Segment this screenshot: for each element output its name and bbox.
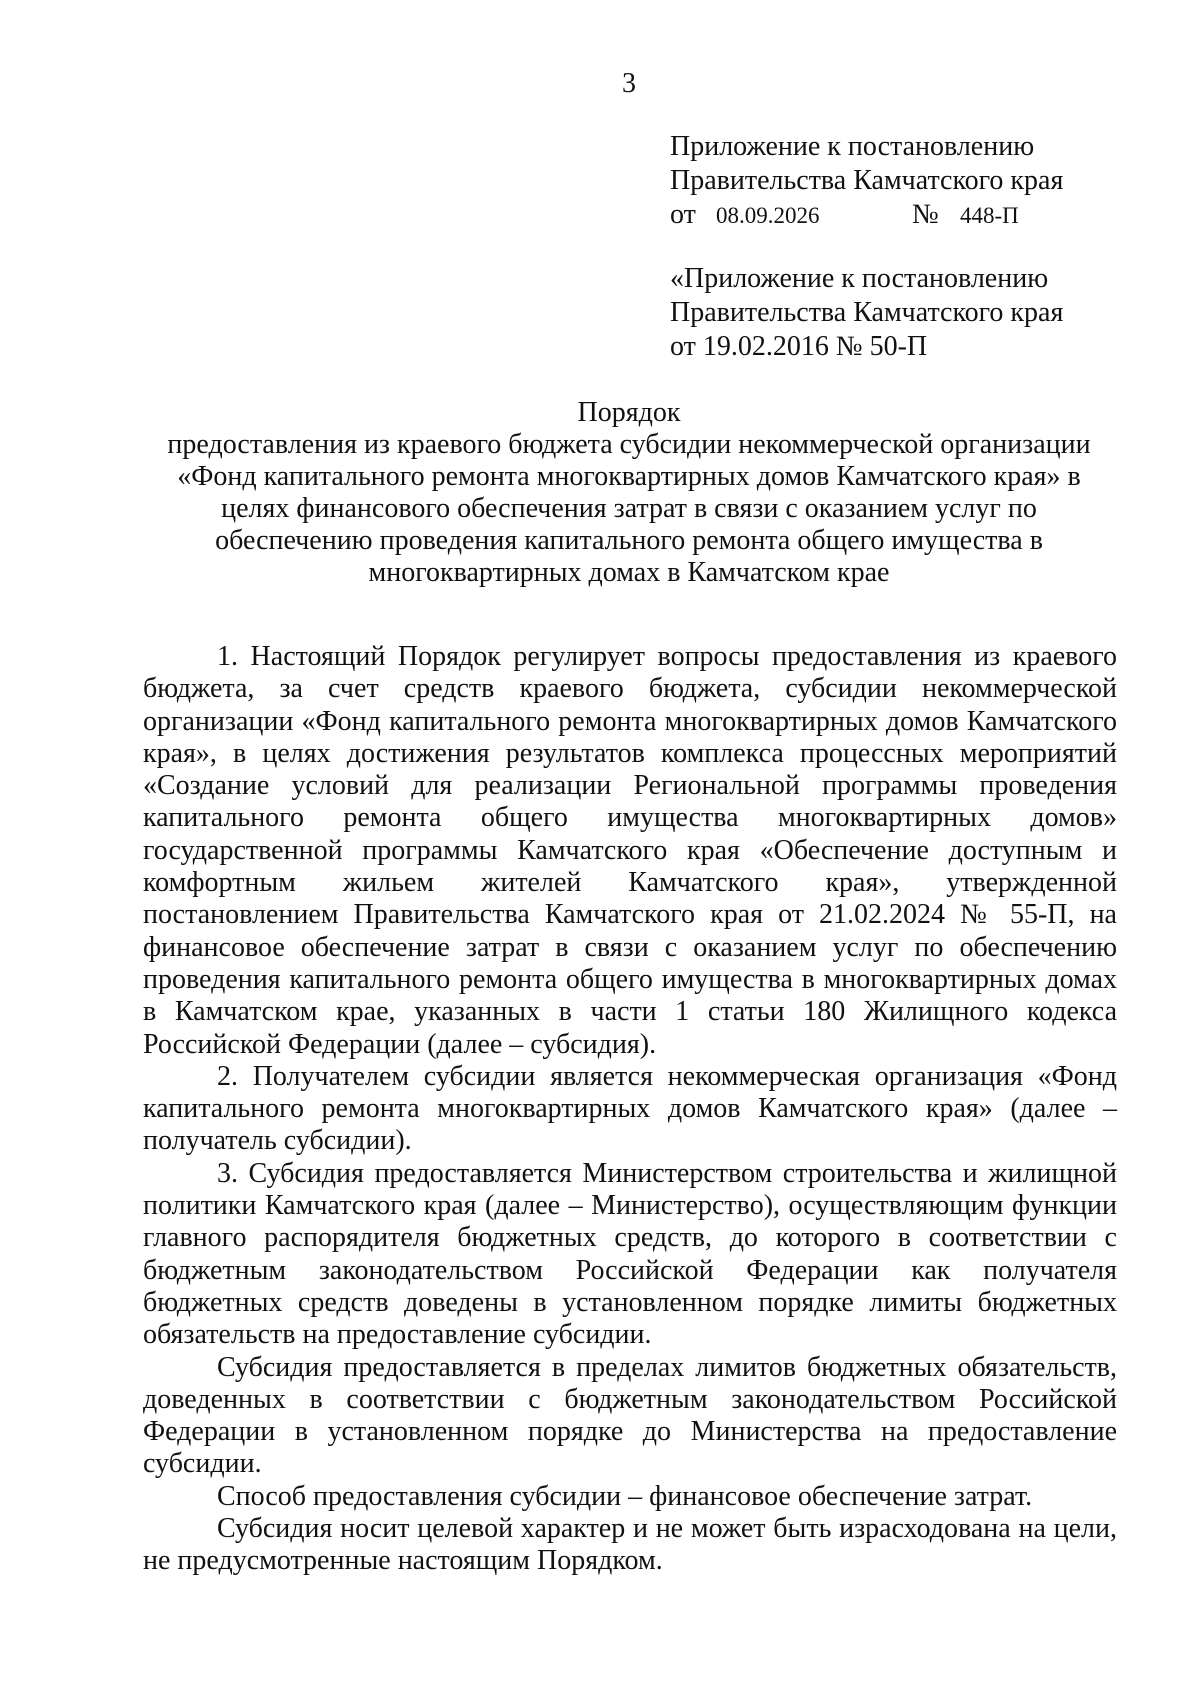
- resolution-number: 448-П: [960, 203, 1019, 228]
- original-appendix-line-2: Правительства Камчатского края: [670, 297, 1064, 328]
- paragraph-3: 3. Субсидия предоставляется Министерством строительства и жилищной политики Камчатского края (далее – Министерство), осуществляющим функции главного распорядителя бюджетных средств, до которого в соответствии с бюджетным законодательством Российской Федерации как получателя бюджетных средств доведены в установленном порядке лимиты бюджетных обязательств на предоставление субсидии.: [143, 1157, 1117, 1351]
- title-subtitle: предоставления из краевого бюджета субсидии некоммерческой организации «Фонд капитального ремонта многоквартирных домов Камчатского края» в целях финансового обеспечения затрат в связи с оказанием услуг по обеспечению проведения капитального ремонта общего имущества в многоквартирных домах в Камчатском крае: [167, 429, 1091, 588]
- title-heading: Порядок: [577, 397, 681, 428]
- original-appendix-line-1: «Приложение к постановлению: [670, 263, 1049, 294]
- appendix-line-2: Правительства Камчатского края: [670, 165, 1064, 196]
- original-appendix-line-3: от 19.02.2016 № 50-П: [670, 331, 928, 362]
- document-body: [143, 641, 1117, 1578]
- appendix-date-line: [670, 198, 1063, 233]
- paragraph-4: Субсидия предоставляется в пределах лимитов бюджетных обязательств, доведенных в соответствии с бюджетным законодательством Российской Федерации в установленном порядке до Министерства на предоставление субсидии.: [143, 1351, 1117, 1480]
- resolution-date: 08.09.2026: [716, 203, 820, 228]
- paragraph-6: Субсидия носит целевой характер и не может быть израсходована на цели, не предусмотренные настоящим Порядком.: [143, 1513, 1117, 1577]
- paragraph-2: 2. Получателем субсидии является некоммерческая организация «Фонд капитального ремонта многоквартирных домов Камчатского края» (далее – получатель субсидии).: [143, 1060, 1117, 1157]
- document-title: [140, 397, 1118, 589]
- page-number: 3: [622, 68, 636, 99]
- paragraph-1: 1. Настоящий Порядок регулирует вопросы предоставления из краевого бюджета, за счет средств краевого бюджета, субсидии некоммерческой организации «Фонд капитального ремонта многоквартирных домов Камчатского края», в целях достижения результатов комплекса процессных мероприятий «Создание условий для реализации Региональной программы проведения капитального ремонта общего имущества многоквартирных домов» государственной программы Камчатского края «Обеспечение доступным и комфортным жильем жителей Камчатского края», утвержденной постановлением Правительства Камчатского края от 21.02.2024 № 55-П, на финансовое обеспечение затрат в связи с оказанием услуг по обеспечению проведения капитального ремонта общего имущества в многоквартирных домах в Камчатском крае, указанных в части 1 статьи 180 Жилищного кодекса Российской Федерации (далее – субсидия).: [143, 641, 1117, 1060]
- appendix-line-1: Приложение к постановлению: [670, 131, 1035, 162]
- date-prefix: от: [670, 199, 696, 230]
- appendix-header-current: [670, 130, 1063, 233]
- number-prefix: №: [912, 199, 939, 230]
- appendix-header-original: [670, 262, 1063, 364]
- paragraph-5: Способ предоставления субсидии – финансовое обеспечение затрат.: [217, 1480, 1033, 1512]
